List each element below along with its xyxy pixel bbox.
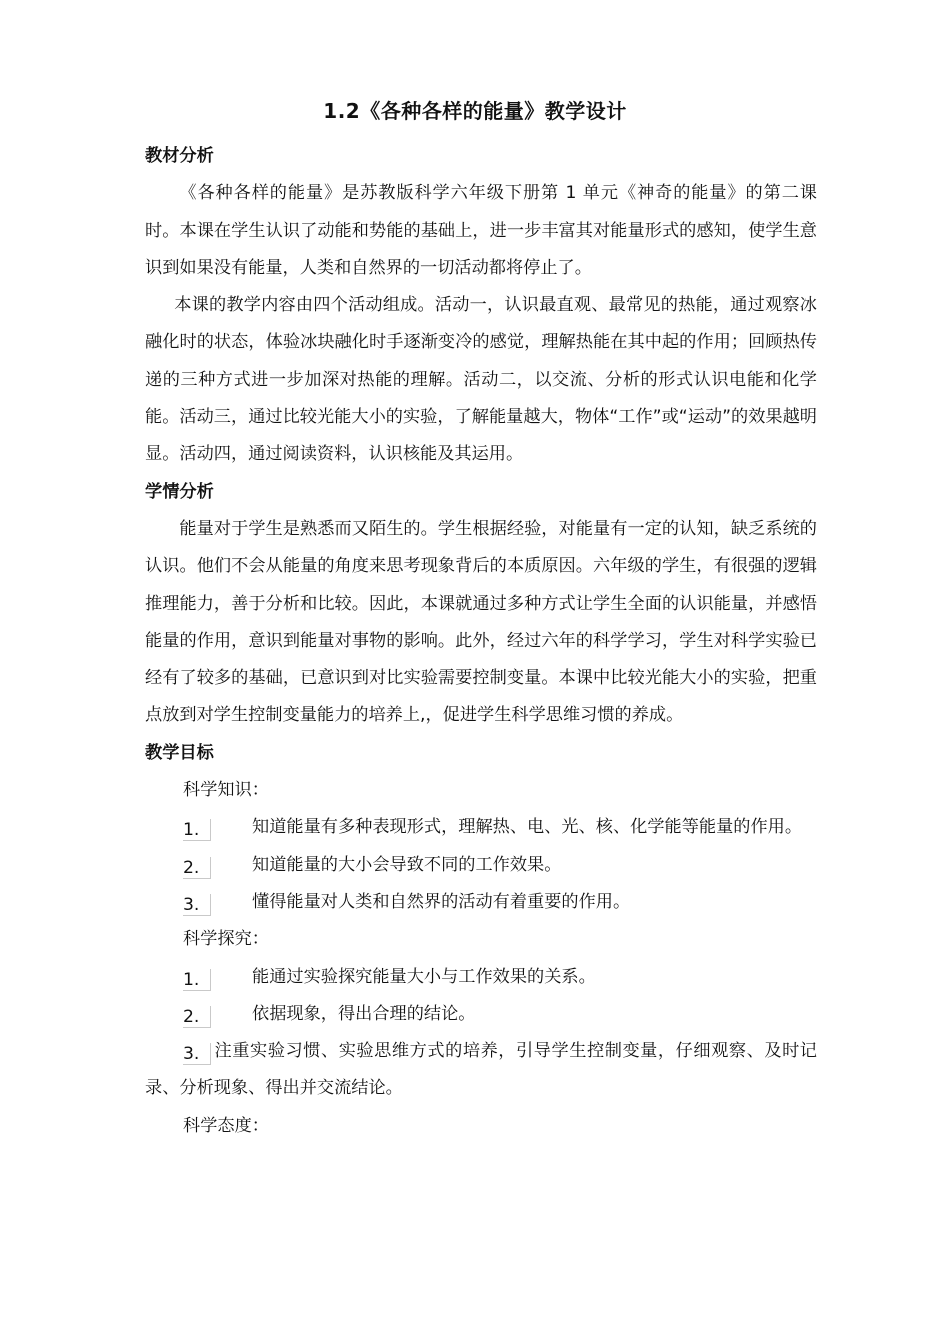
inquiry-item-2: [145, 996, 817, 1033]
materials-paragraph-1: 《各种各样的能量》是苏教版科学六年级下册第 1 单元《神奇的能量》的第二课时。本课在学生认识了动能和势能的基础上，进一步丰富其对能量形式的感知，使学生意识到如果没有能量，人类和自然界的一切活动都将停止了。: [145, 183, 817, 278]
knowledge-label: 科学知识：: [183, 780, 269, 801]
list-number: 2.: [183, 1006, 211, 1028]
list-item-text: 能通过实验探究能量大小与工作效果的关系。: [252, 966, 596, 987]
section-heading-goals: 教学目标: [145, 742, 214, 763]
list-number: 2.: [183, 857, 211, 879]
knowledge-item-2: [145, 847, 817, 884]
list-item-text: 知道能量的大小会导致不同的工作效果。: [252, 854, 562, 875]
list-item-text: 懂得能量对人类和自然界的活动有着重要的作用。: [252, 891, 631, 912]
document-body: [145, 138, 817, 1145]
document-title: 1.2《各种各样的能量》教学设计: [323, 99, 627, 123]
materials-paragraph-2: 本课的教学内容由四个活动组成。活动一，认识最直观、最常见的热能，通过观察冰融化时的状态，体验冰块融化时手逐渐变冷的感觉，理解热能在其中起的作用；回顾热传递的三种方式进一步加深对热能的理解。活动二，以交流、分析的形式认识电能和化学能。活动三，通过比较光能大小的实验，了解能量越大，物体“工作”或“运动”的效果越明显。活动四，通过阅读资料，认识核能及其运用。: [145, 295, 817, 465]
section-heading-students: 学情分析: [145, 481, 214, 502]
list-number: 3.: [183, 894, 211, 916]
list-item-text: 知道能量有多种表现形式，理解热、电、光、核、化学能等能量的作用。: [252, 817, 803, 838]
list-item-text: 依据现象，得出合理的结论。: [252, 1003, 476, 1024]
inquiry-item-1: [145, 959, 817, 996]
knowledge-item-3: [145, 884, 817, 921]
list-number: 3.: [183, 1043, 211, 1065]
knowledge-item-1: [145, 809, 817, 846]
list-number: 1.: [183, 969, 211, 991]
inquiry-item-3: [145, 1033, 817, 1108]
list-number: 1.: [183, 819, 211, 841]
inquiry-label: 科学探究：: [183, 929, 269, 950]
students-paragraph-1: 能量对于学生是熟悉而又陌生的。学生根据经验，对能量有一定的认知，缺乏系统的认识。他们不会从能量的角度来思考现象背后的本质原因。六年级的学生，有很强的逻辑推理能力，善于分析和比较。因此，本课就通过多种方式让学生全面的认识能量，并感悟能量的作用，意识到能量对事物的影响。此外，经过六年的科学学习，学生对科学实验已经有了较多的基础，已意识到对比实验需要控制变量。本课中比较光能大小的实验，把重点放到对学生控制变量能力的培养上,，促进学生科学思维习惯的养成。: [145, 518, 817, 726]
attitude-label: 科学态度：: [183, 1115, 269, 1136]
section-heading-materials: 教材分析: [145, 146, 214, 166]
list-item-text: 注重实验习惯、实验思维方式的培养，引导学生控制变量，仔细观察、及时记录、分析现象、得出并交流结论。: [145, 1041, 817, 1099]
